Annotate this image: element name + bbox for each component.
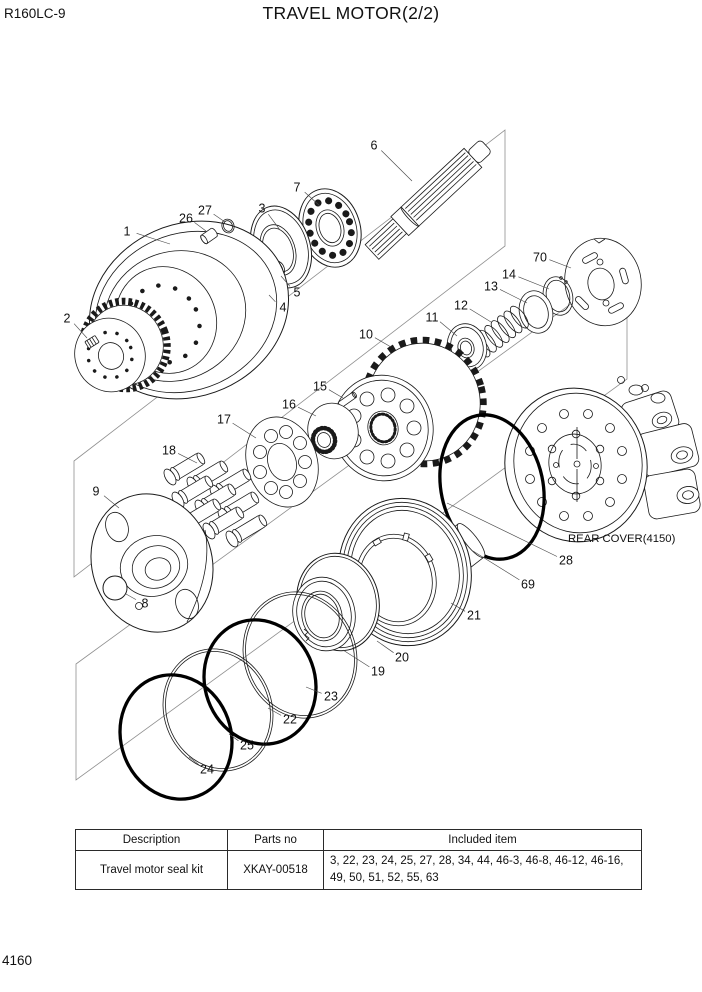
part-valve-plate-70 bbox=[557, 231, 650, 333]
part-label-12: 12 bbox=[454, 298, 468, 313]
leader-line-15 bbox=[329, 390, 343, 398]
part-label-1: 1 bbox=[123, 224, 131, 239]
leader-line-19 bbox=[343, 650, 369, 667]
part-label-9: 9 bbox=[92, 484, 100, 499]
cell-included-item: 3, 22, 23, 24, 25, 27, 28, 34, 44, 46-3, 46-8, 46-12, 46-16, 49, 50, 51, 52, 55, 63 bbox=[324, 851, 642, 890]
part-label-23: 23 bbox=[324, 689, 338, 704]
cell-parts-no: XKAY-00518 bbox=[228, 851, 324, 890]
part-label-70: 70 bbox=[533, 250, 547, 265]
col-header-parts-no: Parts no bbox=[228, 830, 324, 851]
part-label-14: 14 bbox=[502, 267, 516, 282]
leader-line-16 bbox=[298, 407, 316, 416]
part-label-28: 28 bbox=[559, 553, 573, 568]
part-oring-25 bbox=[146, 633, 290, 786]
table-header-row bbox=[76, 830, 642, 851]
page-number: 4160 bbox=[2, 953, 33, 968]
part-label-7: 7 bbox=[293, 180, 301, 195]
part-label-16: 16 bbox=[282, 397, 296, 412]
part-label-6: 6 bbox=[370, 138, 378, 153]
part-label-25: 25 bbox=[240, 738, 254, 753]
leader-line-6 bbox=[381, 151, 412, 182]
col-header-included-item: Included item bbox=[324, 830, 642, 851]
model-code: R160LC-9 bbox=[4, 6, 66, 21]
table-row bbox=[76, 851, 642, 890]
leader-line-12 bbox=[470, 309, 491, 322]
part-label-8: 8 bbox=[141, 596, 149, 611]
leader-line-14 bbox=[518, 277, 549, 289]
part-label-5: 5 bbox=[293, 285, 301, 300]
col-header-description: Description bbox=[76, 830, 228, 851]
part-label-4: 4 bbox=[279, 300, 287, 315]
part-label-18: 18 bbox=[162, 443, 176, 458]
rear-cover-annotation: REAR COVER(4150) bbox=[568, 533, 676, 545]
part-oring-24 bbox=[103, 659, 249, 815]
part-label-3: 3 bbox=[258, 201, 266, 216]
part-label-69: 69 bbox=[521, 577, 535, 592]
leader-line-24 bbox=[189, 757, 199, 765]
part-label-24: 24 bbox=[200, 762, 214, 777]
part-label-15: 15 bbox=[313, 379, 327, 394]
part-ball-8 bbox=[103, 576, 127, 600]
part-label-11: 11 bbox=[425, 310, 439, 325]
part-label-19: 19 bbox=[371, 664, 385, 679]
page-title: TRAVEL MOTOR(2/2) bbox=[262, 3, 440, 23]
part-washer-13 bbox=[514, 287, 557, 337]
part-label-13: 13 bbox=[484, 279, 498, 294]
part-label-26: 26 bbox=[179, 211, 193, 226]
leader-line-27 bbox=[214, 214, 225, 222]
seal-kit-table bbox=[75, 829, 642, 890]
part-label-22: 22 bbox=[283, 712, 297, 727]
leader-line-9 bbox=[104, 496, 119, 508]
cell-description: Travel motor seal kit bbox=[76, 851, 228, 890]
part-label-21: 21 bbox=[467, 608, 481, 623]
part-label-20: 20 bbox=[395, 650, 409, 665]
part-label-17: 17 bbox=[217, 412, 231, 427]
part-label-27: 27 bbox=[198, 203, 212, 218]
part-label-10: 10 bbox=[359, 327, 373, 342]
part-label-2: 2 bbox=[63, 311, 71, 326]
leader-line-10 bbox=[375, 338, 391, 347]
part-shaft-6 bbox=[363, 136, 495, 261]
leader-line-23 bbox=[306, 687, 322, 693]
part-rear-cover bbox=[493, 377, 702, 554]
